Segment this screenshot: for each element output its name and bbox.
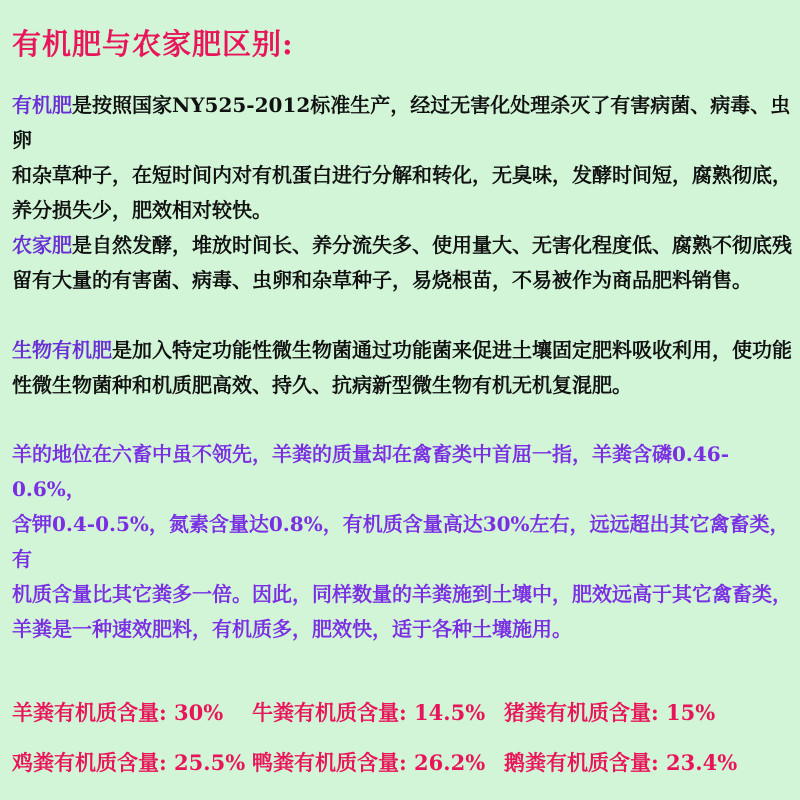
page-title: 有机肥与农家肥区别: [12, 27, 294, 61]
stat-item: 猪粪有机质含量: 15% [504, 700, 716, 725]
stat-item: 牛粪有机质含量: 14.5% [252, 700, 486, 725]
stat-item: 鸡粪有机质含量: 25.5% [12, 750, 246, 775]
paragraph-keyword: 生物有机肥 [12, 338, 112, 362]
farmyard-manure-paragraph [12, 228, 792, 298]
paragraph-keyword: 有机肥 [12, 93, 72, 117]
paragraph-text: 是加入特定功能性微生物菌通过功能菌来促进土壤固定肥料吸收利用，使功能 性微生物菌种和机质肥高效、持久、抗病新型微生物有机无机复混肥。 [12, 338, 792, 397]
stat-item: 羊粪有机质含量: 30% [12, 700, 224, 725]
stat-item: 鹅粪有机质含量: 23.4% [504, 750, 738, 775]
paragraph-text: 是按照国家NY525-2012标准生产，经过无害化处理杀灭了有害病菌、病毒、虫卵 和杂草种子，在短时间内对有机蛋白进行分解和转化，无臭味，发酵时间短，腐熟彻底， 养分损失少，肥效相对较快。 [12, 93, 792, 222]
stats-row [12, 697, 792, 727]
bio-organic-fertilizer-paragraph [12, 333, 792, 403]
organic-fertilizer-paragraph [12, 88, 792, 228]
paragraph-keyword: 农家肥 [12, 233, 72, 257]
paragraph-text: 是自然发酵，堆放时间长、养分流失多、使用量大、无害化程度低、腐熟不彻底残 留有大量的有害菌、病毒、虫卵和杂草种子，易烧根苗，不易被作为商品肥料销售。 [12, 233, 792, 292]
stat-item: 鸭粪有机质含量: 26.2% [252, 750, 486, 775]
sheep-manure-paragraph: 羊的地位在六畜中虽不领先，羊粪的质量却在禽畜类中首屈一指，羊粪含磷0.46-0.6%， 含钾0.4-0.5%，氮素含量达0.8%，有机质含量高达30%左右，远远超出其它禽畜类，有 机质含量比其它粪多一倍。因此，同样数量的羊粪施到土壤中，肥效远高于其它禽畜类， 羊粪是一种速效肥料，有机质多，肥效快，适于各种土壤施用。 [12, 442, 792, 641]
stats-row [12, 747, 792, 777]
